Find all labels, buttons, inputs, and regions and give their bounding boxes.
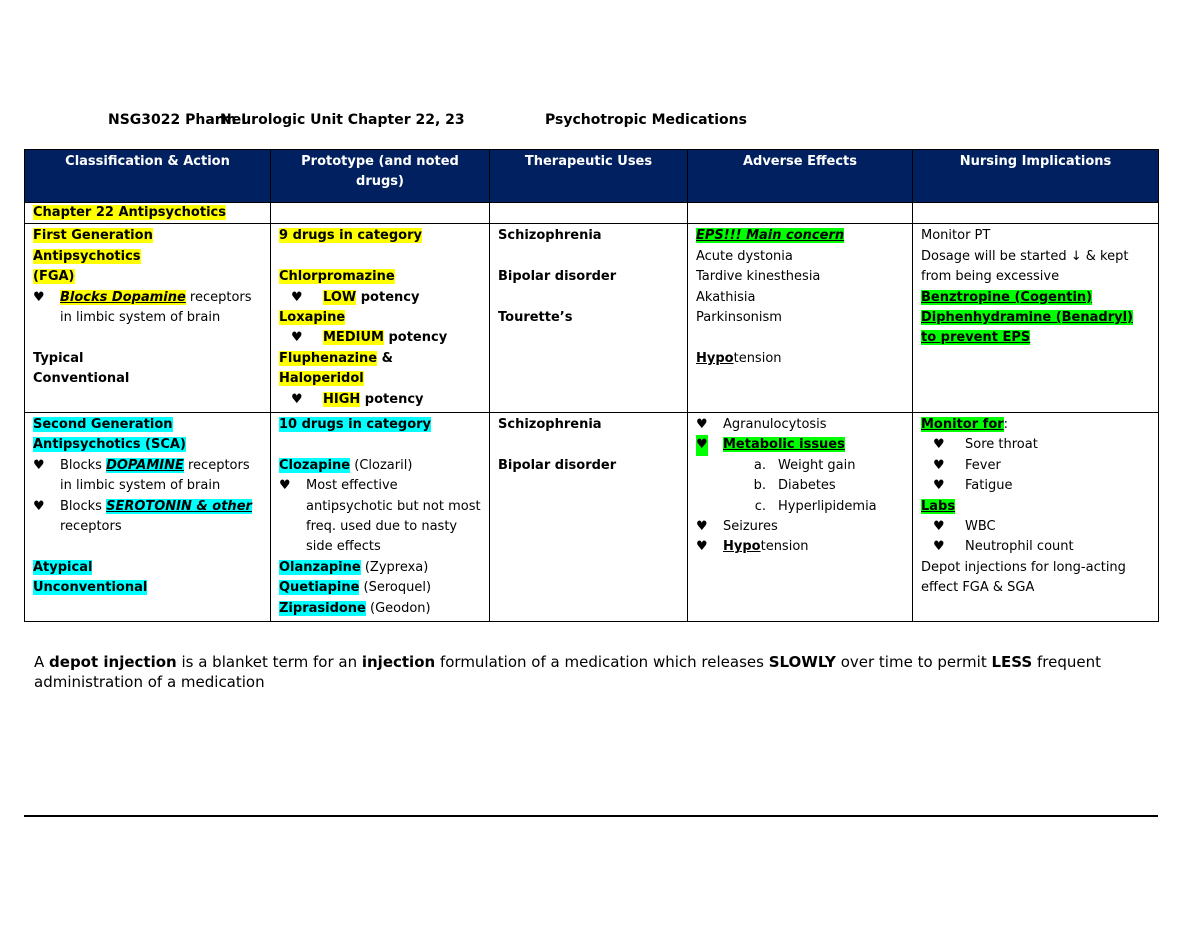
sga-drug1: Clozapine	[279, 457, 351, 473]
sub-mark: a.	[753, 457, 766, 473]
col-header-classification: Classification & Action	[25, 150, 271, 203]
sub-text: Hyperlipidemia	[778, 498, 877, 514]
heart-bullet-icon: ♥	[279, 478, 291, 494]
sga-agranulo: Agranulocytosis	[723, 417, 827, 433]
sga-drug4-brand: (Geodon)	[365, 600, 431, 616]
fga-action-rest: receptors in limbic system of brain	[60, 289, 252, 326]
heart-bullet-icon: ♥	[291, 289, 303, 305]
fga-typical: Typical	[33, 350, 84, 366]
fga-drug3-potency-em: HIGH	[323, 391, 361, 407]
heart-bullet-icon: ♥	[696, 435, 708, 455]
heart-bullet-icon: ♥	[33, 289, 45, 305]
heart-bullet-icon: ♥	[33, 498, 45, 514]
fga-use: Bipolar disorder	[498, 269, 617, 285]
monitor-item: Fever	[965, 457, 1001, 473]
sga-hypo-rest: tension	[760, 539, 809, 555]
table-row-fga	[25, 224, 1159, 413]
sga-adverse	[688, 413, 913, 622]
chapter-label: Chapter 22 Antipsychotics	[33, 205, 226, 220]
fga-drug2-potency-rest: potency	[383, 330, 448, 346]
sga-drug2: Olanzapine	[279, 559, 361, 575]
fga-drug3-potency-rest: potency	[360, 391, 424, 407]
sga-metabolic: Metabolic issues	[723, 437, 845, 453]
sga-action2-pre: Blocks	[60, 498, 107, 514]
col-header-prototype: Prototype (and noted drugs)	[271, 150, 490, 203]
col-header-adverse: Adverse Effects	[688, 150, 913, 203]
sga-use: Bipolar disorder	[498, 457, 617, 473]
fga-nursing-line1: Monitor PT	[921, 228, 991, 244]
sga-uses	[490, 413, 688, 622]
sga-hypo-u: Hypo	[723, 539, 761, 555]
footnote-bold: LESS	[991, 653, 1033, 671]
footnote-bold: injection	[361, 653, 436, 671]
fga-drug2-potency-em: MEDIUM	[323, 330, 384, 346]
header-row	[25, 150, 1159, 203]
topic-title: Psychotropic Medications	[545, 112, 747, 128]
monitor-item: Fatigue	[965, 478, 1013, 494]
fga-drug3b: Haloperidol	[279, 371, 364, 387]
sga-classification	[25, 413, 271, 622]
bottom-divider	[24, 815, 1158, 817]
sga-monitor: Monitor for	[921, 417, 1004, 433]
sga-depot: Depot injections for long-acting effect FGA & SGA	[921, 559, 1126, 596]
col-header-uses: Therapeutic Uses	[490, 150, 688, 203]
medication-table	[24, 149, 1159, 622]
heart-bullet-icon: ♥	[291, 391, 303, 407]
footnote-bold: depot injection	[49, 653, 177, 671]
heart-bullet-icon: ♥	[933, 478, 945, 494]
footnote-text: over time to permit	[835, 653, 992, 671]
sub-text: Diabetes	[778, 478, 836, 494]
sga-seizures: Seizures	[723, 519, 778, 535]
sga-action2-rest: receptors	[60, 519, 122, 535]
unit-title: Neurologic Unit Chapter 22, 23	[220, 112, 465, 128]
sub-mark: c.	[754, 498, 766, 514]
footnote-text: frequent administration of a medication	[34, 653, 1101, 691]
fga-count: 9 drugs in category	[279, 228, 422, 244]
heart-bullet-icon: ♥	[933, 519, 945, 535]
sga-drug3-brand: (Seroquel)	[359, 580, 432, 596]
sga-name-line1: Second Generation	[33, 417, 173, 433]
sga-atypical: Atypical	[33, 559, 93, 575]
sga-count: 10 drugs in category	[279, 417, 432, 433]
fga-classification	[25, 224, 271, 413]
sga-unconventional: Unconventional	[33, 580, 148, 596]
sga-monitor-colon: :	[1003, 417, 1009, 433]
fga-name-line1: First Generation Antipsychotics	[33, 228, 153, 264]
sga-action1-rest: receptors in limbic system of brain	[60, 457, 250, 494]
fga-drug2: Loxapine	[279, 310, 346, 326]
fga-drug3-and: &	[377, 350, 393, 366]
sga-drug1-note: Most effective antipsychotic but not most freq. used due to nasty side effects	[306, 478, 481, 555]
fga-use: Tourette’s	[498, 310, 573, 325]
sga-action2-em: SEROTONIN & other	[106, 498, 252, 514]
chapter-row	[25, 203, 1159, 224]
fga-eps: EPS!!! Main concern	[696, 228, 845, 244]
fga-adverse-item: Tardive kinesthesia	[696, 269, 821, 285]
heart-bullet-icon: ♥	[933, 457, 945, 473]
course-title: NSG3022 Pharm I	[108, 112, 247, 128]
fga-adverse	[688, 224, 913, 413]
monitor-item: Sore throat	[965, 437, 1038, 453]
heart-bullet-icon: ♥	[696, 519, 708, 535]
heart-bullet-icon: ♥	[933, 437, 945, 453]
sub-text: Weight gain	[778, 457, 856, 473]
fga-conventional: Conventional	[33, 371, 130, 387]
sga-nursing	[913, 413, 1159, 622]
fga-nursing	[913, 224, 1159, 413]
heart-bullet-icon: ♥	[933, 539, 945, 555]
fga-drug1: Chlorpromazine	[279, 269, 395, 285]
fga-use: Schizophrenia	[498, 228, 602, 244]
fga-adverse-item: Parkinsonism	[696, 310, 782, 326]
fga-nursing-drug1: Benztropine (Cogentin)	[921, 289, 1093, 305]
fga-name-line2: (FGA)	[33, 269, 75, 285]
sga-action1-pre: Blocks	[60, 457, 107, 473]
fga-action-em: Blocks Dopamine	[60, 289, 186, 305]
fga-drug1-potency-em: LOW	[323, 289, 357, 305]
heart-bullet-icon: ♥	[33, 457, 45, 473]
sga-prototype	[271, 413, 490, 622]
sga-drug2-brand: (Zyprexa)	[360, 559, 429, 575]
footnote-text: A	[34, 653, 50, 671]
fga-adverse-item: Acute dystonia	[696, 248, 793, 264]
fga-drug1-potency-rest: potency	[356, 289, 420, 305]
sga-drug3: Quetiapine	[279, 580, 360, 596]
footnote-bold: SLOWLY	[768, 653, 836, 671]
sga-name-line2: Antipsychotics (SCA)	[33, 437, 186, 453]
sga-use: Schizophrenia	[498, 417, 602, 433]
fga-uses	[490, 224, 688, 413]
sga-action1-em: DOPAMINE	[106, 457, 184, 473]
lab-item: Neutrophil count	[965, 539, 1074, 555]
fga-prototype	[271, 224, 490, 413]
sub-mark: b.	[753, 478, 766, 494]
heart-bullet-icon: ♥	[696, 417, 708, 433]
fga-drug3a: Fluphenazine	[279, 350, 378, 366]
fga-adverse-item: Akathisia	[696, 289, 756, 305]
col-header-nursing: Nursing Implications	[913, 150, 1159, 203]
sga-drug1-brand: (Clozaril)	[350, 457, 413, 473]
heart-bullet-icon: ♥	[291, 330, 303, 346]
footnote-text: is a blanket term for an	[176, 653, 362, 671]
fga-nursing-line2: Dosage will be started ↓ & kept from being excessive	[921, 248, 1129, 285]
footnote-text: formulation of a medication which releases	[435, 653, 769, 671]
fga-hypo-rest: tension	[733, 350, 782, 366]
fga-nursing-drug2: Diphenhydramine (Benadryl) to prevent EPS	[921, 310, 1133, 346]
heart-bullet-icon: ♥	[696, 539, 708, 555]
sga-drug4: Ziprasidone	[279, 600, 366, 616]
depot-injection-footnote	[34, 652, 1164, 692]
sga-labs: Labs	[921, 498, 956, 514]
table-row-sga	[25, 413, 1159, 622]
lab-item: WBC	[965, 519, 996, 535]
fga-hypo-u: Hypo	[696, 350, 734, 366]
